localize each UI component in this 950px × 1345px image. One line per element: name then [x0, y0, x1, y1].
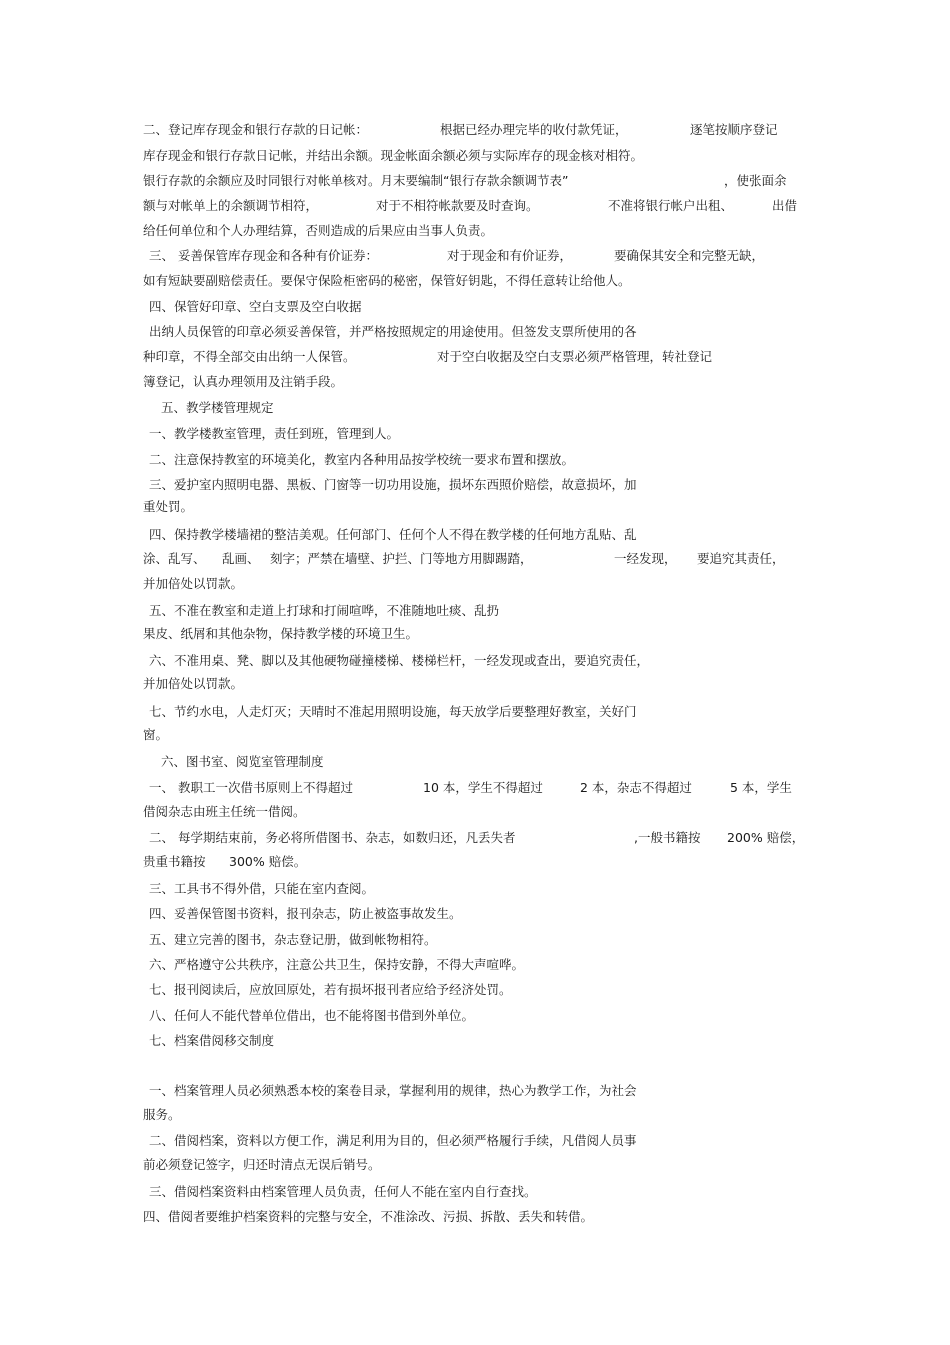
- text-segment: 2 本，杂志不得超过: [580, 780, 692, 795]
- text-segment: 200% 赔偿，: [727, 830, 805, 845]
- text-line: [0, 702, 950, 722]
- text-line: [0, 1131, 950, 1151]
- text-line: [0, 450, 950, 470]
- text-segment: 种印章，不得全部交由出纳一人保管。: [143, 349, 356, 364]
- text-segment: 七、报刊阅读后，应放回原处，若有损坏报刊者应给予经济处罚。: [149, 982, 512, 997]
- text-segment: 重处罚。: [143, 499, 194, 514]
- text-line: [0, 778, 950, 798]
- text-segment: 并加倍处以罚款。: [143, 676, 244, 691]
- text-line: [0, 475, 950, 495]
- text-segment: 三、爱护室内照明电器、黑板、门窗等一切功用设施，损坏东西照价赔偿，故意损坏，加: [149, 477, 637, 492]
- text-segment: 要追究其责任，: [697, 551, 785, 566]
- text-segment: 10 本，学生不得超过: [423, 780, 543, 795]
- text-segment: 五、建立完善的图书，杂志登记册，做到帐物相符。: [149, 932, 437, 947]
- text-segment: 如有短缺要副赔偿责任。要保守保险柜密码的秘密，保管好钥匙，不得任意转让给他人。: [143, 273, 631, 288]
- text-segment: 给任何单位和个人办理结算，否则造成的后果应由当事人负责。: [143, 223, 494, 238]
- text-segment: 不准将银行帐户出租、: [608, 198, 734, 213]
- text-line: [0, 1105, 950, 1125]
- text-segment: 额与对帐单上的余额调节相符，: [143, 198, 319, 213]
- text-line: [0, 879, 950, 899]
- text-line: [0, 802, 950, 822]
- text-segment: 服务。: [143, 1107, 181, 1122]
- text-segment: 要确保其安全和完整无缺，: [614, 248, 765, 263]
- text-segment: 五、不准在教室和走道上打球和打闹喧哗，不准随地吐痰、乱扔: [149, 603, 500, 618]
- text-segment: 刻字；严禁在墙壁、护拦、门等地方用脚踢踏，: [270, 551, 533, 566]
- text-segment: 对于空白收据及空白支票必须严格管理，转社登记: [437, 349, 713, 364]
- text-line: [0, 574, 950, 594]
- text-segment: 出借: [772, 198, 798, 213]
- text-line: [0, 651, 950, 671]
- text-segment: 5 本，学生: [730, 780, 792, 795]
- text-segment: 300% 赔偿。: [229, 854, 307, 869]
- text-segment: 四、借阅者要维护档案资料的完整与安全，不准涂改、污损、拆散、丢失和转借。: [143, 1209, 594, 1224]
- text-line: [0, 246, 950, 266]
- text-line: [0, 1006, 950, 1026]
- text-segment: 六、图书室、阅览室管理制度: [161, 754, 324, 769]
- text-line: [0, 674, 950, 694]
- text-segment: 果皮、纸屑和其他杂物，保持教学楼的环境卫生。: [143, 626, 419, 641]
- text-segment: 逐笔按顺序登记: [690, 122, 778, 137]
- text-segment: 库存现金和银行存款日记帐，并结出余额。现金帐面余额必须与实际库存的现金核对相符。: [143, 148, 644, 163]
- text-segment: 一、档案管理人员必须熟悉本校的案卷目录，掌握利用的规律，热心为教学工作，为社会: [149, 1083, 637, 1098]
- text-segment: ，使张面余: [724, 173, 787, 188]
- text-segment: 银行存款的余额应及时同银行对帐单核对。月末要编制“银行存款余额调节表”: [143, 173, 569, 188]
- text-segment: 三、借阅档案资料由档案管理人员负责，任何人不能在室内自行查找。: [149, 1184, 537, 1199]
- text-segment: 二、借阅档案，资料以方便工作，满足利用为目的，但必须严格履行手续，凡借阅人员事: [149, 1133, 637, 1148]
- text-line: [0, 904, 950, 924]
- text-line: [0, 930, 950, 950]
- text-line: [0, 120, 950, 140]
- text-line: [0, 196, 950, 216]
- text-segment: 窗。: [143, 727, 169, 742]
- text-line: [0, 1155, 950, 1175]
- text-line: [0, 146, 950, 166]
- text-line: [0, 398, 950, 418]
- text-segment: 七、节约水电，人走灯灭；天晴时不准起用照明设施，每天放学后要整理好教室，关好门: [149, 704, 637, 719]
- text-segment: 贵重书籍按: [143, 854, 206, 869]
- text-segment: 七、档案借阅移交制度: [149, 1033, 275, 1048]
- text-segment: 二、 每学期结束前，务必将所借图书、杂志，如数归还，凡丢失者: [149, 830, 516, 845]
- text-segment: 一经发现，: [614, 551, 677, 566]
- text-segment: 四、保管好印章、空白支票及空白收据: [149, 299, 362, 314]
- text-segment: 五、教学楼管理规定: [161, 400, 274, 415]
- text-line: [0, 497, 950, 517]
- text-line: [0, 322, 950, 342]
- text-segment: 簿登记，认真办理领用及注销手段。: [143, 374, 344, 389]
- text-line: [0, 725, 950, 745]
- text-segment: 八、任何人不能代替单位借出，也不能将图书借到外单位。: [149, 1008, 475, 1023]
- text-line: [0, 1207, 950, 1227]
- text-line: [0, 297, 950, 317]
- text-segment: 六、严格遵守公共秩序，注意公共卫生，保持安静，不得大声喧哗。: [149, 957, 525, 972]
- text-segment: 三、工具书不得外借，只能在室内查阅。: [149, 881, 375, 896]
- text-segment: 根据已经办理完毕的收付款凭证，: [440, 122, 628, 137]
- text-segment: 三、 妥善保管库存现金和各种有价证券：: [149, 248, 378, 263]
- text-segment: 乱画、: [222, 551, 260, 566]
- text-line: [0, 852, 950, 872]
- text-segment: 四、妥善保管图书资料，报刊杂志，防止被盗事故发生。: [149, 906, 462, 921]
- text-line: [0, 828, 950, 848]
- text-line: [0, 955, 950, 975]
- text-segment: 对于现金和有价证券，: [447, 248, 573, 263]
- text-segment: 涂、乱写、: [143, 551, 206, 566]
- text-line: [0, 1031, 950, 1051]
- text-line: [0, 347, 950, 367]
- text-segment: 借阅杂志由班主任统一借阅。: [143, 804, 306, 819]
- text-line: [0, 171, 950, 191]
- text-segment: 并加倍处以罚款。: [143, 576, 244, 591]
- text-line: [0, 601, 950, 621]
- text-segment: 对于不相符帐款要及时查询。: [376, 198, 539, 213]
- text-line: [0, 549, 950, 569]
- text-line: [0, 271, 950, 291]
- text-line: [0, 624, 950, 644]
- text-segment: 二、注意保持教室的环境美化，教室内各种用品按学校统一要求布置和摆放。: [149, 452, 575, 467]
- text-segment: 一、教学楼教室管理，责任到班，管理到人。: [149, 426, 400, 441]
- text-line: [0, 424, 950, 444]
- text-line: [0, 372, 950, 392]
- text-line: [0, 752, 950, 772]
- text-line: [0, 1182, 950, 1202]
- text-line: [0, 1081, 950, 1101]
- text-segment: 出纳人员保管的印章必须妥善保管，并严格按照规定的用途使用。但签发支票所使用的各: [149, 324, 637, 339]
- text-line: [0, 980, 950, 1000]
- text-segment: 一、 教职工一次借书原则上不得超过: [149, 780, 353, 795]
- text-segment: 四、保持教学楼墙裙的整洁美观。任何部门、任何个人不得在教学楼的任何地方乱贴、乱: [149, 527, 637, 542]
- text-segment: 二、登记库存现金和银行存款的日记帐：: [143, 122, 369, 137]
- text-segment: ,一般书籍按: [634, 830, 701, 845]
- text-line: [0, 525, 950, 545]
- text-line: [0, 221, 950, 241]
- text-segment: 前必须登记签字，归还时清点无误后销号。: [143, 1157, 381, 1172]
- text-segment: 六、不准用桌、凳、脚以及其他硬物碰撞楼梯、楼梯栏杆，一经发现或查出，要追究责任，: [149, 653, 650, 668]
